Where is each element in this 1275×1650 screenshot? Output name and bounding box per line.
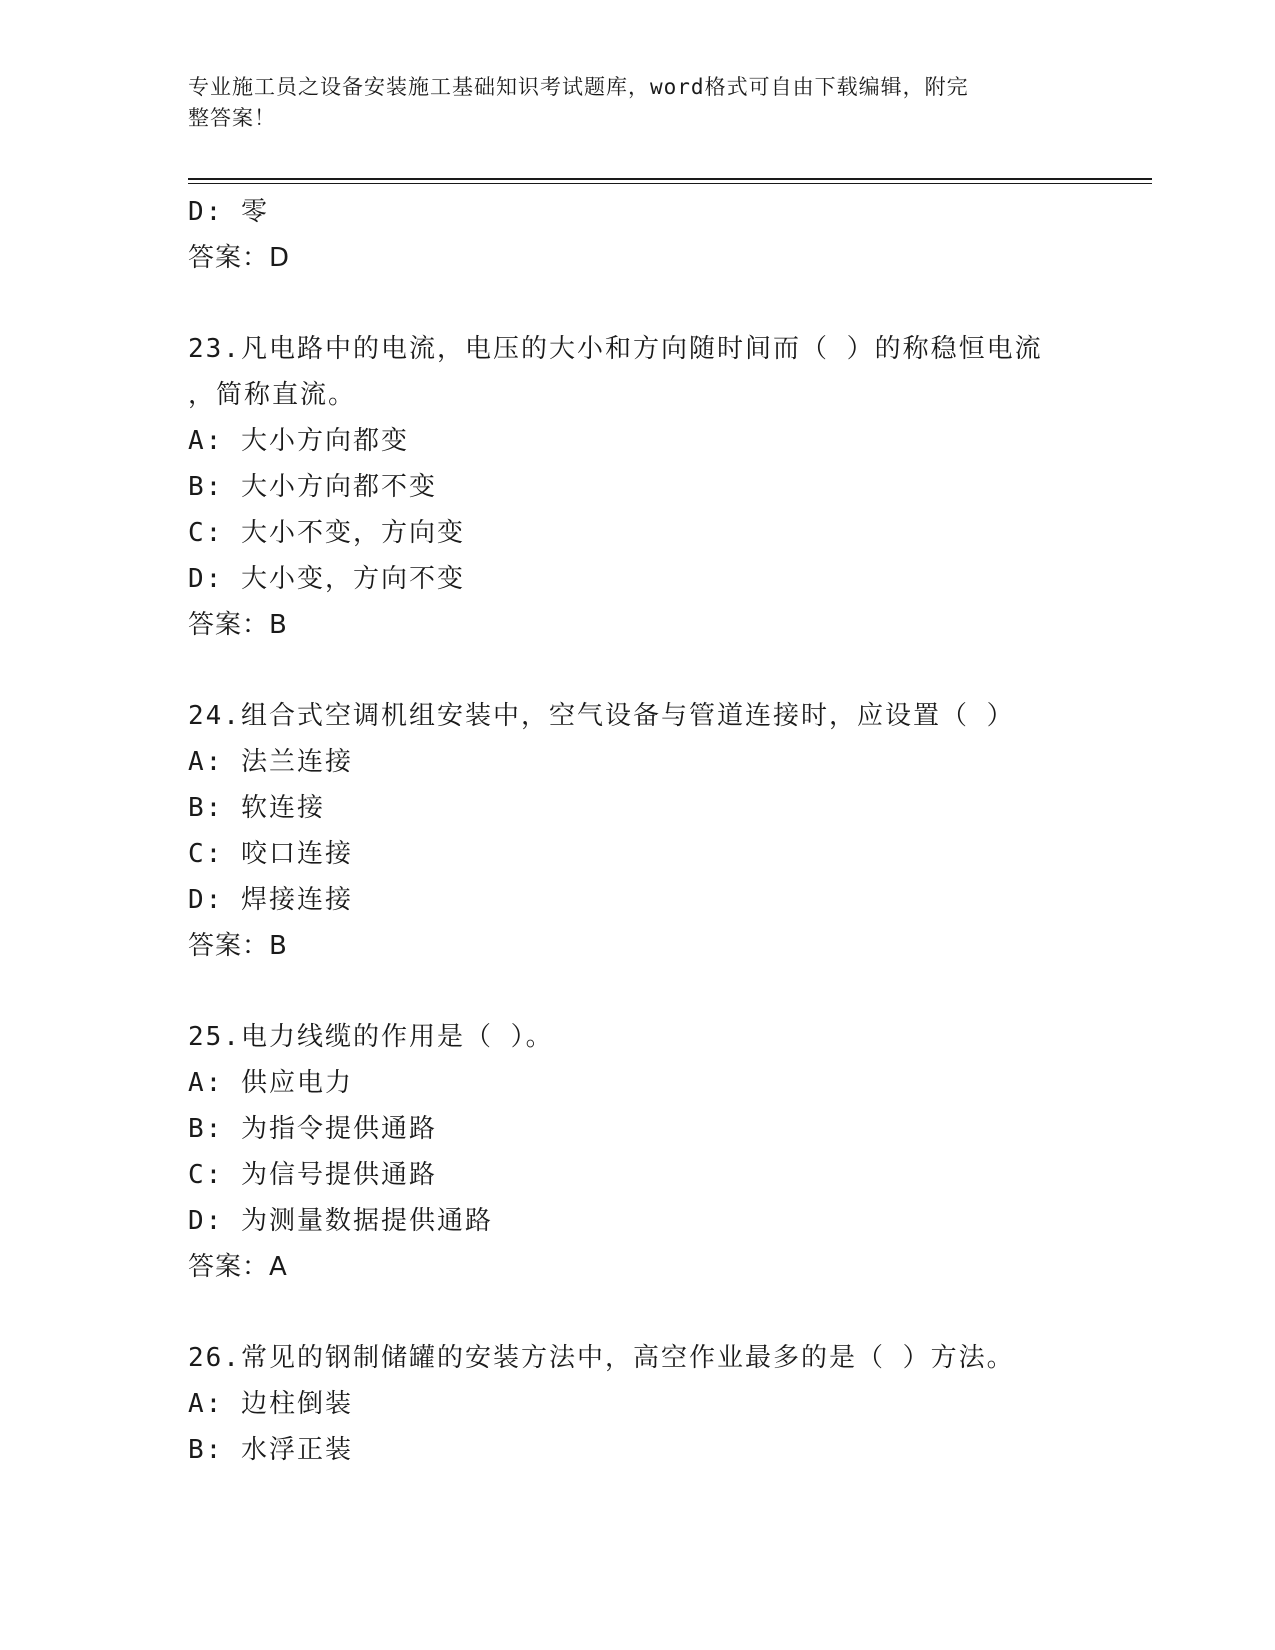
question-stem: 26.常见的钢制储罐的安装方法中，高空作业最多的是（ ）方法。 [188, 1343, 1015, 1373]
question-23 [188, 326, 1068, 648]
question-stem: 24.组合式空调机组安装中，空气设备与管道连接时，应设置（ ） [188, 701, 1015, 731]
option-a: A: 大小方向都变 [188, 426, 409, 456]
question-stem-continued: ，简称直流。 [188, 380, 357, 410]
question-stem: 25.电力线缆的作用是（ ）。 [188, 1022, 554, 1052]
spacer [188, 969, 1068, 1014]
option-d: D: 为测量数据提供通路 [188, 1206, 493, 1236]
answer-line: 答案：A [188, 1252, 288, 1282]
option-c: C: 大小不变，方向变 [188, 518, 465, 548]
option-d: D: 焊接连接 [188, 885, 353, 915]
header-divider-thick [188, 178, 1152, 180]
option-b: B: 水浮正装 [188, 1435, 353, 1465]
previous-question-tail [188, 189, 1068, 281]
question-25 [188, 1014, 1068, 1290]
header-line-2: 整答案！ [188, 106, 276, 130]
option-d: D: 大小变，方向不变 [188, 564, 465, 594]
question-list [188, 189, 1068, 1473]
document-header [188, 72, 1068, 134]
spacer [188, 281, 1068, 326]
option-a: A: 供应电力 [188, 1068, 353, 1098]
answer-line: 答案：D [188, 243, 291, 273]
spacer [188, 1290, 1068, 1335]
option-c: C: 咬口连接 [188, 839, 353, 869]
question-24 [188, 693, 1068, 969]
question-stem: 23.凡电路中的电流，电压的大小和方向随时间而（ ）的称稳恒电流 [188, 334, 1043, 364]
question-26 [188, 1335, 1068, 1473]
option-c: C: 为信号提供通路 [188, 1160, 437, 1190]
answer-line: 答案：B [188, 931, 288, 961]
option-b: B: 大小方向都不变 [188, 472, 437, 502]
header-line-1: 专业施工员之设备安装施工基础知识考试题库，word格式可自由下载编辑，附完 [188, 75, 969, 99]
option-b: B: 软连接 [188, 793, 325, 823]
option-d: D: 零 [188, 197, 269, 227]
option-b: B: 为指令提供通路 [188, 1114, 437, 1144]
option-a: A: 边柱倒装 [188, 1389, 353, 1419]
header-divider-thin [188, 183, 1152, 184]
answer-line: 答案：B [188, 610, 288, 640]
spacer [188, 648, 1068, 693]
option-a: A: 法兰连接 [188, 747, 353, 777]
